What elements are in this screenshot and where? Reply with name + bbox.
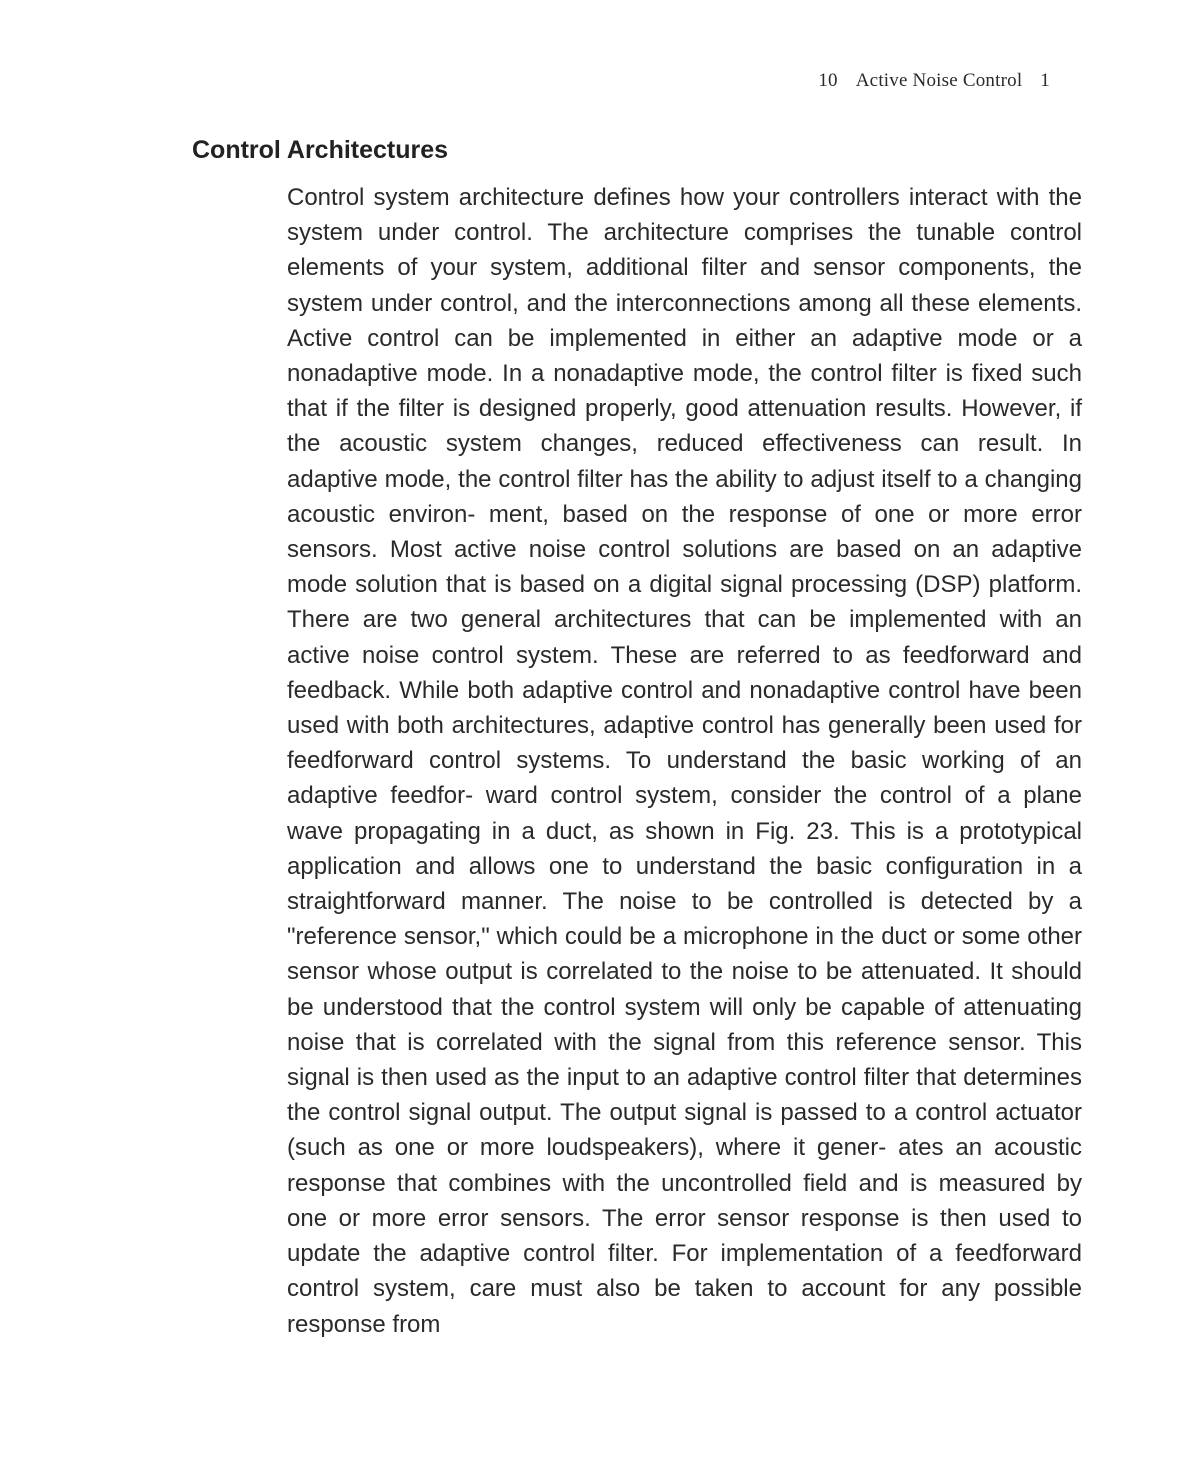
page-number: 1 [1040,70,1050,91]
section-title: Control Architectures [192,136,449,164]
chapter-title: Active Noise Control [855,70,1023,91]
running-header [700,70,1050,92]
chapter-number: 10 [818,70,838,91]
body-paragraph: Control system architecture defines how your controllers interact with the system under control. The architecture comprises the tunable control elements of your system, additional filter and sensor components, the system under control, and the interconnections among all these elements. Active control can be implemented in either an adaptive mode or a nonadaptive mode. In a nonadaptive mode, the control filter is fixed such that if the filter is designed properly, good attenuation results. However, if the acoustic system changes, reduced effectiveness can result. In adaptive mode, the control filter has the ability to adjust itself to a changing acoustic environ- ment, based on the response of one or more error sensors. Most active noise control solutions are based on an adaptive mode solution that is based on a digital signal processing (DSP) platform. There are two general architectures that can be implemented with an active noise control system. These are referred to as feedforward and feedback. While both adaptive control and nonadaptive control have been used with both architectures, adaptive control has generally been used for feedforward control systems. To understand the basic working of an adaptive feedfor- ward control system, consider the control of a plane wave propagating in a duct, as shown in Fig. 23. This is a prototypical application and allows one to understand the basic configuration in a straightforward manner. The noise to be controlled is detected by a "reference sensor," which could be a microphone in the duct or some other sensor whose output is correlated to the noise to be attenuated. It should be understood that the control system will only be capable of attenuating noise that is correlated with the signal from this reference sensor. This signal is then used as the input to an adaptive control filter that determines the control signal output. The output signal is passed to a control actuator (such as one or more loudspeakers), where it gener- ates an acoustic response that combines with the uncontrolled field and is measured by one or more error sensors. The error sensor response is then used to update the adaptive control filter. For implementation of a feedforward control system, care must also be taken to account for any possible response from [287,184,1082,1338]
